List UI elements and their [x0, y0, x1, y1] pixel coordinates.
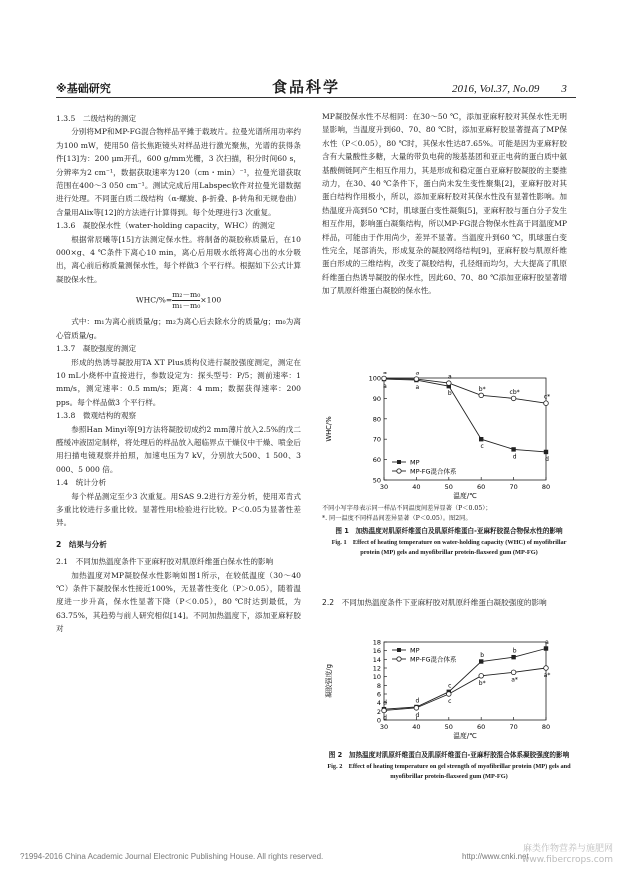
data-point [511, 396, 516, 401]
y-tick-label: 14 [372, 655, 381, 664]
x-tick-label: 80 [541, 723, 551, 731]
site-watermark [522, 844, 613, 866]
paragraph: 根据常辰曦等[15]方法测定保水性。将制备的凝胶称质量后，在10 000×g、4 ℃条件下离心10 min，离心后用吸水纸将离心出的水分吸出，离心前后称质量测保水性，每个样做3 个平行样。根据如下公式计算凝胶保水性。 [56, 234, 301, 284]
data-point [414, 377, 419, 382]
legend-label: MP [410, 458, 420, 467]
left-column [56, 112, 301, 636]
x-tick-label: 40 [412, 483, 421, 491]
figure-note-line: *. 同一温度不同样品间差异显著（P＜0.05）。图2同。 [322, 514, 472, 522]
header-left: ※基础研究 [56, 82, 111, 95]
formula-denominator: m₁－m₀ [172, 301, 201, 311]
caption-text: 加热温度对肌原纤维蛋白及肌原纤维蛋白-亚麻籽胶混合物保水性的影响 [355, 527, 563, 535]
section-2-2-heading: 2.2 不同加热温度条件下亚麻籽胶对肌原纤维蛋白凝胶强度的影响 [322, 598, 547, 607]
plot-frame [384, 378, 546, 480]
subsection-heading: 1.3.7 凝胶强度的测定 [56, 344, 137, 354]
significance-label: a* [543, 672, 551, 679]
gel-strength-chart [322, 636, 576, 740]
data-point [479, 659, 483, 663]
significance-label: a [383, 383, 387, 391]
x-tick-label: 60 [477, 483, 486, 491]
watermark-line: www.fibercrops.com [522, 855, 613, 865]
paragraph: 每个样品测定至少3 次重复。用SAS 9.2进行方差分析，使用邓肯式多重比较进行多重比较。显著性用t检验进行比较。P＜0.05为显著性差异。 [56, 491, 301, 528]
figure-1 [322, 372, 576, 557]
significance-label: c [448, 698, 452, 705]
issue-info: 2016, Vol.37, No.09 3 [452, 83, 567, 95]
data-point [479, 674, 484, 679]
y-tick-label: 2 [376, 707, 381, 716]
subsection-heading: 1.4 统计分析 [56, 478, 107, 488]
data-point [544, 401, 549, 406]
data-point [382, 708, 387, 713]
data-point [382, 376, 387, 381]
y-axis-label: WHC/% [325, 416, 333, 442]
caption-text: Effect of heating temperature on water-holding capacity (WHC) of myofibrillar protein (MP) gels and myofibrillar protein-flaxseed gum (MP-FG) [352, 539, 567, 556]
significance-label: a [383, 372, 387, 376]
figure-2-caption-cn [322, 750, 576, 760]
watermark-line: 麻类作物营养与施肥网 [522, 844, 613, 854]
header-rule [56, 97, 576, 98]
data-point [511, 655, 515, 659]
data-point [511, 447, 515, 451]
paragraph: 式中：m₁为离心前质量/g；m₂为离心后去除水分的质量/g；m₀为离心管质量/g。 [56, 317, 301, 340]
figure-number: Fig. 2 [327, 763, 343, 770]
caption-text: 加热温度对肌原纤维蛋白及肌原纤维蛋白-亚麻籽胶混合体系凝胶强度的影响 [348, 751, 570, 759]
whc-formula [56, 290, 301, 311]
significance-label: b* [478, 679, 486, 687]
significance-label: d [545, 455, 549, 463]
x-tick-label: 30 [379, 723, 389, 731]
x-tick-label: 80 [541, 483, 551, 491]
formula-fraction [172, 290, 200, 311]
legend-label: MP-FG混合体系 [410, 467, 457, 476]
data-point [544, 646, 548, 650]
data-point [447, 381, 452, 386]
y-tick-label: 80 [372, 415, 381, 424]
y-tick-label: 18 [372, 638, 381, 647]
significance-label: a [447, 373, 452, 381]
formula-numerator: m₂－m₀ [172, 290, 201, 300]
y-tick-label: 0 [376, 716, 381, 725]
series-line [384, 668, 546, 710]
journal-name: 食品科学 [272, 78, 341, 96]
right-column [322, 110, 567, 298]
figure-number: Fig. 1 [331, 539, 347, 546]
paragraph: MP凝胶保水性不尽相同：在30～50 ℃，添加亚麻籽胶对其保水性无明显影响，当温度升到60、70、80 ℃时，添加亚麻籽胶显著提高了MP保水性（P＜0.05），80 ℃时，其保水性达87.65%。可能是因为亚麻籽胶含有大量酸性多糖，大量的带负电荷的羧基基团和亚正电荷的蛋白质中氨基酸侧链阿产生相互作用力，其是形成和稳定蛋白亚麻籽胶凝胶的主要推动力，在30、40 ℃条件下，蛋白尚未发生变性聚集[2]，亚麻籽胶对其蛋白结构作用极小，所以，添加亚麻籽胶对其保水性没有显著性影响。加热温度升高到50 ℃时，肌球蛋白变性凝集[5]，亚麻籽胶与蛋白分子发生相互作用，影响蛋白凝集结构，所以MP-FG混合物保水性高于同温度MP样品，可能由于作用尚少，差异不显著。当温度升到60 ℃，肌球蛋白变性完全，尾部消失，形成复杂的凝胶网络结构[9]，亚麻籽胶与肌原纤维蛋白形成的三维结构，改变了凝胶结构，孔径细而均匀，大大提高了肌原纤维蛋白热诱导凝胶的保水性，因此60、70、80 ℃添加亚麻籽胶显著增加了肌原纤维蛋白凝胶的保水性。 [322, 112, 567, 296]
data-point [447, 692, 452, 697]
figure-note-line: 不同小写字母表示同一样品不同温度间差异显著（P＜0.05）； [322, 505, 492, 512]
significance-label: c [480, 443, 484, 451]
significance-label: d [415, 697, 420, 705]
series-line [384, 379, 546, 452]
significance-label: b [512, 647, 517, 655]
subsection-heading: 1.3.6 凝胶保水性（water-holding capacity，WHC）的测定 [56, 221, 275, 231]
caption-text: Effect of heating temperature on gel strength of myofibrillar protein (MP) gels and myofibrillar protein-flaxseed gum (MP-FG) [348, 763, 571, 780]
y-axis-label: 凝胶强度/g [325, 664, 333, 698]
legend-label: MP-FG混合体系 [410, 655, 457, 664]
significance-label: a [415, 372, 420, 377]
significance-label: cb* [509, 388, 520, 396]
data-point [544, 450, 548, 454]
data-point [511, 670, 516, 675]
figure-1-note [322, 504, 576, 523]
x-tick-label: 70 [509, 483, 518, 491]
x-axis-label: 温度/℃ [453, 492, 477, 500]
y-tick-label: 50 [372, 476, 381, 485]
data-point [544, 666, 549, 671]
significance-label: b [447, 390, 452, 398]
paragraph: 形成的热诱导凝胶用TA XT Plus质构仪进行凝胶强度测定，测定在10 mL小烧杯中直接进行，参数设定为：探头型号：P/5；测前速率：1 mm/s，测定速率：0.5 mm/s；距离：4 mm；数据获得速率：200 pps。每个样品做3 个平行样。 [56, 357, 301, 407]
x-tick-label: 50 [444, 483, 453, 491]
figure-1-caption-cn [322, 526, 576, 536]
significance-label: a [545, 639, 549, 646]
figure-number: 图 1 [335, 527, 349, 535]
paragraph: 加热温度对MP凝胶保水性影响如图1所示，在较低温度（30～40 ℃）条件下凝胶保水性接近100%，无显著性变化（P＞0.05），随着温度进一步升高，保水性显著下降（P＜0.05），80 ℃时达到最低，为63.75%，其趋势与前人研究相似[14]。不同加热温度下，添加亚麻籽胶对 [56, 570, 301, 634]
section-heading: 2 结果与分析 [56, 539, 107, 549]
y-tick-label: 100 [368, 374, 381, 383]
legend-marker [397, 460, 401, 464]
x-tick-label: 30 [379, 483, 389, 491]
x-tick-label: 50 [444, 723, 453, 731]
cnki-link[interactable]: http://www.cnki.net [462, 852, 529, 861]
y-tick-label: 8 [376, 681, 381, 690]
series-line [384, 646, 546, 710]
x-tick-label: 70 [509, 723, 518, 731]
y-tick-label: 60 [372, 456, 381, 465]
paragraph: 分别将MP和MP-FG混合物样品平摊于载玻片。拉曼光谱所用功率约为100 mW，使用50 倍长焦距镜头对样品进行激光聚焦，光谱的获得条件[13]为：200 μm开孔，600 g/mm光栅，3 次扫描，积分时间60 s，分辨率为2 cm⁻¹，数据获取速率为120（cm・min）⁻¹，拉曼光谱获取范围在400～3 050 cm⁻¹。测试完成后用Labspec软件对拉曼光谱数据进行处理。不同蛋白质二级结构（α-螺旋、β-折叠、β-转角和无规卷曲）含量用Alix等[12]的方法进行计算得到。每个处理进行3 次重复。 [56, 127, 301, 217]
figure-2-caption-en [322, 762, 576, 781]
data-point [414, 706, 419, 711]
significance-label: d [512, 453, 517, 461]
figure-2 [322, 636, 576, 781]
subsection-heading: 1.3.5 二级结构的测定 [56, 114, 137, 123]
paragraph: 参照Han Minyi等[9]方法将凝胶切成约2 mm薄片放入2.5%的戊二醛缓冲液固定制样，将处理后的样品放入超临界点干燥仪中干燥、喷金后用扫描电镜观察并拍照，加速电压为7 kV，分别放大500、1 500、3 000、5 000 倍。 [56, 424, 301, 474]
significance-label: b [480, 652, 485, 659]
significance-label: d [383, 699, 387, 707]
copyright-footer: ?1994-2016 China Academic Journal Electronic Publishing House. All rights reserved. [20, 852, 324, 861]
significance-label: b* [478, 385, 486, 393]
significance-label: c [448, 682, 452, 690]
legend-marker [397, 469, 401, 473]
significance-label: d [383, 714, 387, 722]
y-tick-label: 6 [376, 690, 381, 699]
y-tick-label: 10 [372, 673, 381, 682]
series-line [384, 378, 546, 403]
x-axis-label: 温度/℃ [453, 732, 477, 740]
subsection-heading: 1.3.8 微观结构的观察 [56, 411, 137, 421]
y-tick-label: 70 [372, 435, 381, 444]
formula-lhs: WHC/%= [135, 295, 173, 305]
significance-label: c* [543, 393, 551, 401]
whc-chart [322, 372, 576, 500]
data-point [479, 393, 484, 398]
figure-number: 图 2 [328, 751, 343, 759]
x-tick-label: 60 [477, 723, 486, 731]
x-tick-label: 40 [412, 723, 421, 731]
formula-rhs: ×100 [200, 295, 222, 305]
y-tick-label: 4 [376, 699, 381, 708]
legend-marker [397, 657, 401, 661]
legend-marker [397, 648, 401, 652]
y-tick-label: 16 [372, 647, 381, 656]
significance-label: a [415, 384, 420, 392]
significance-label: a* [511, 676, 518, 684]
significance-label: d [415, 711, 420, 719]
figure-1-caption-en [322, 538, 576, 557]
subsection-heading: 2.1 不同加热温度条件下亚麻籽胶对肌原纤维蛋白保水性的影响 [56, 557, 274, 567]
y-tick-label: 12 [372, 664, 381, 673]
legend-label: MP [410, 646, 420, 655]
y-tick-label: 90 [372, 394, 381, 403]
data-point [479, 437, 483, 441]
